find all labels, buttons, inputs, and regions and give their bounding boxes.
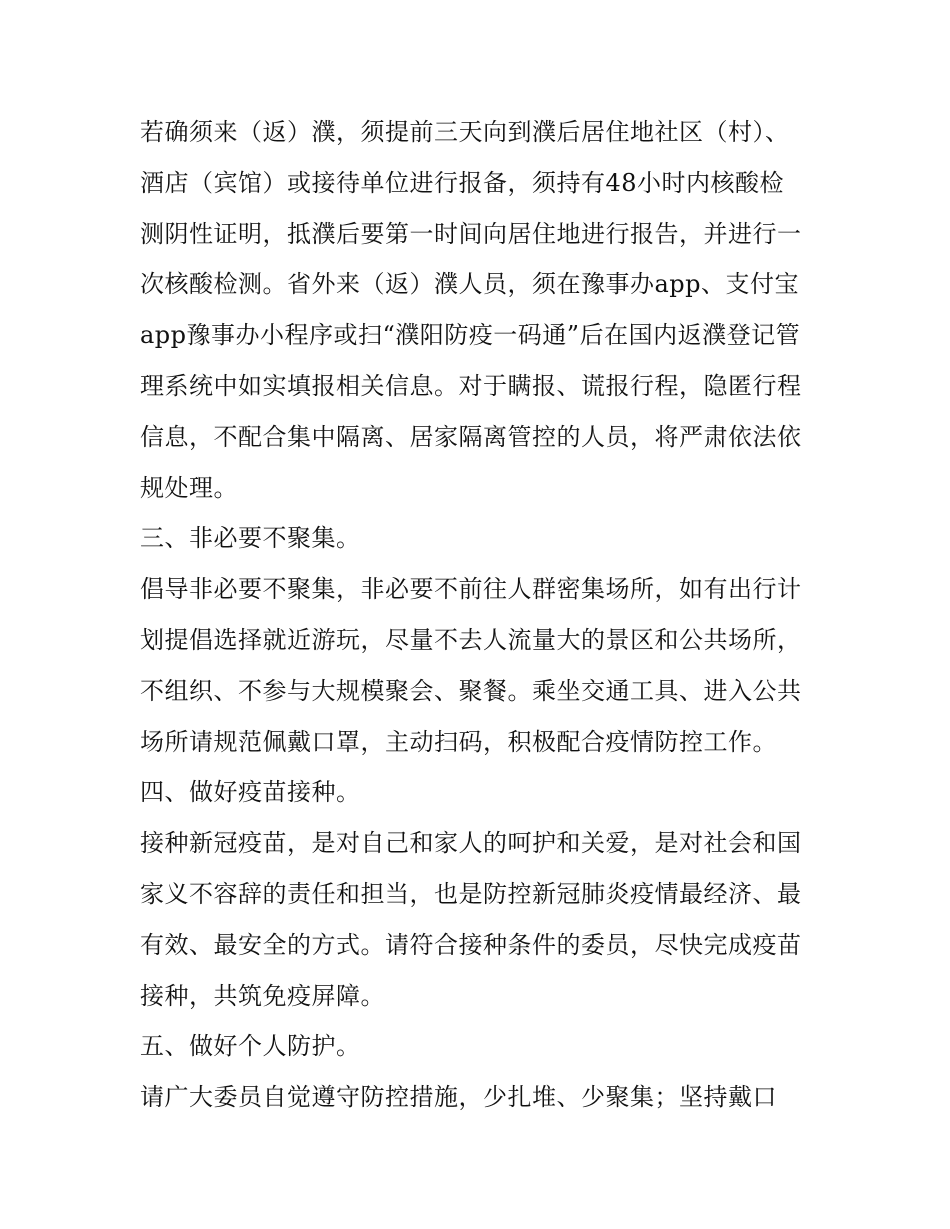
paragraph-line: app豫事办小程序或扫“濮阳防疫一码通”后在国内返濮登记管 <box>140 321 801 350</box>
paragraph-line: 若确须来（返）濮，须提前三天向到濮后居住地社区（村）、 <box>140 118 790 146</box>
paragraph-line: 场所请规范佩戴口罩，主动扫码，积极配合疫情防控工作。 <box>140 727 777 756</box>
paragraph-line: 规处理。 <box>140 473 238 502</box>
paragraph-line: 酒店（宾馆）或接待单位进行报备，须持有48小时内核酸检 <box>140 168 785 197</box>
paragraph-line: 接种，共筑免疫屏障。 <box>140 981 385 1010</box>
paragraph-line: 请广大委员自觉遵守防控措施，少扎堆、少聚集；坚持戴口 <box>140 1083 777 1112</box>
paragraph-line: 理系统中如实填报相关信息。对于瞒报、谎报行程，隐匿行程 <box>140 371 802 400</box>
paragraph-line: 测阴性证明，抵濮后要第一时间向居住地进行报告，并进行一 <box>140 219 802 248</box>
paragraph-line: 信息，不配合集中隔离、居家隔离管控的人员，将严肃依法依 <box>140 422 802 451</box>
section-heading: 四、做好疫苗接种。 <box>140 778 361 807</box>
paragraph-line: 次核酸检测。省外来（返）濮人员，须在豫事办app、支付宝 <box>140 270 800 299</box>
paragraph-line: 划提倡选择就近游玩，尽量不去人流量大的景区和公共场所， <box>140 625 802 654</box>
paragraph-line: 倡导非必要不聚集，非必要不前往人群密集场所，如有出行计 <box>140 575 802 604</box>
paragraph-line: 家义不容辞的责任和担当，也是防控新冠肺炎疫情最经济、最 <box>140 879 802 908</box>
document-body <box>140 107 820 1123</box>
section-heading: 五、做好个人防护。 <box>140 1032 361 1061</box>
paragraph-line: 有效、最安全的方式。请符合接种条件的委员，尽快完成疫苗 <box>140 930 802 959</box>
paragraph-line: 接种新冠疫苗，是对自己和家人的呵护和关爱，是对社会和国 <box>140 829 802 858</box>
section-heading: 三、非必要不聚集。 <box>140 524 361 553</box>
paragraph-line: 不组织、不参与大规模聚会、聚餐。乘坐交通工具、进入公共 <box>140 676 802 705</box>
